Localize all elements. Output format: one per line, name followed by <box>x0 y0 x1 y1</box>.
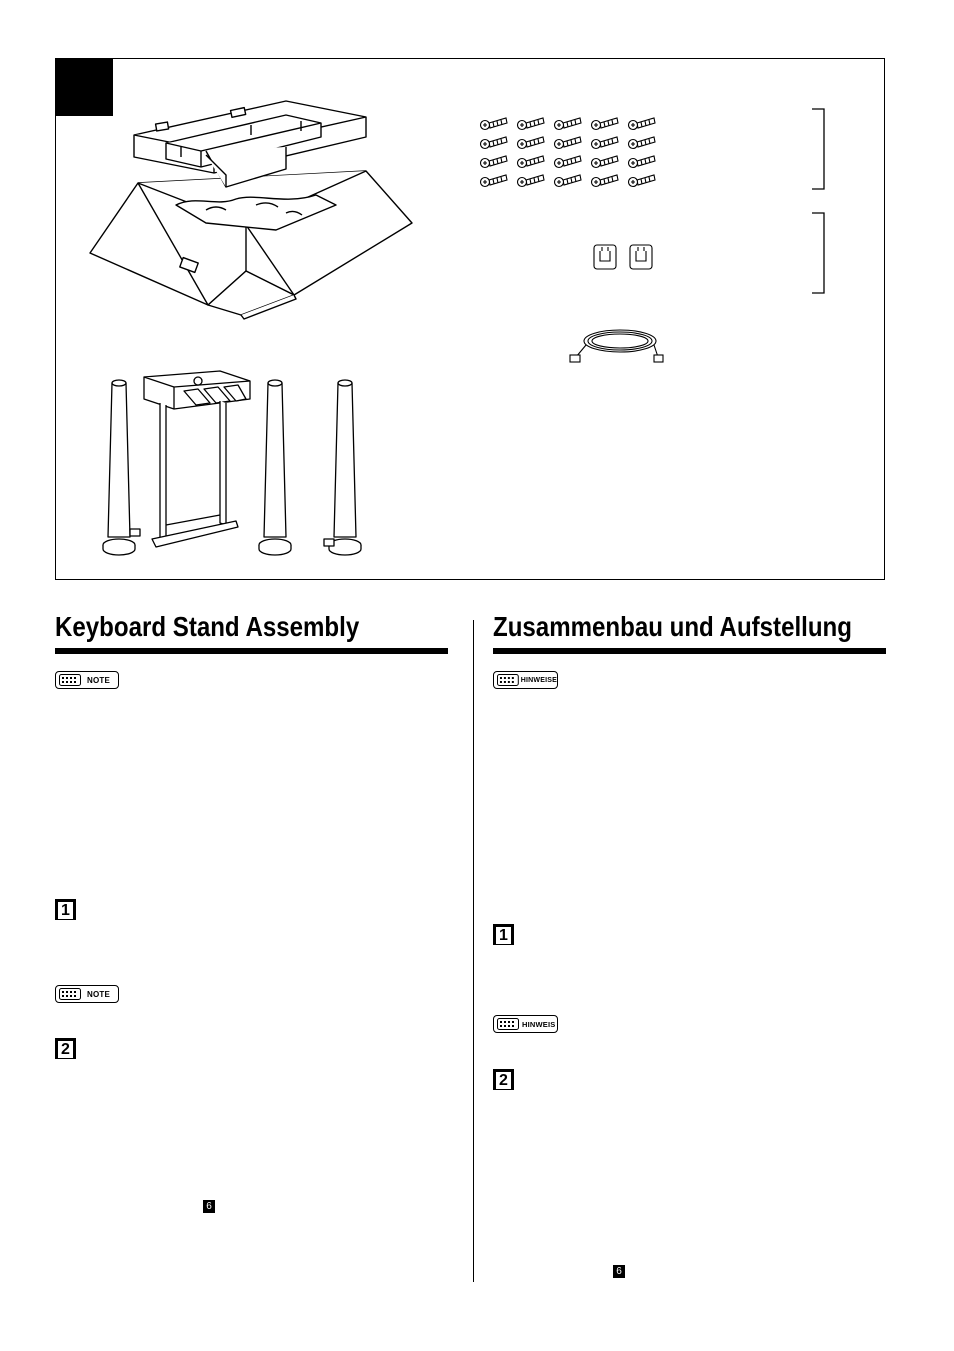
screw-icon <box>481 137 508 149</box>
screw-icon <box>555 156 582 168</box>
screw-icon <box>481 118 508 130</box>
screw-icon <box>481 156 508 168</box>
english-note-badge-2 <box>55 985 119 1003</box>
english-step-1: 1 <box>55 899 76 920</box>
note-icon <box>497 674 519 686</box>
english-step-2: 2 <box>55 1038 76 1059</box>
screw-icon <box>518 156 545 168</box>
screw-icon <box>555 175 582 187</box>
note-label: NOTE <box>87 989 111 999</box>
note-label: HINWEISE <box>520 676 557 684</box>
screw-icon <box>518 137 545 149</box>
screw-icon <box>592 175 619 187</box>
screw-icon <box>629 156 656 168</box>
stand-parts-illustration <box>100 369 370 569</box>
german-step-2: 2 <box>493 1069 514 1090</box>
german-heading-rule <box>493 648 886 654</box>
bracket-screws <box>810 107 830 191</box>
english-heading-rule <box>55 648 448 654</box>
screws-illustration <box>476 111 666 191</box>
note-icon <box>59 674 81 686</box>
screw-icon <box>555 118 582 130</box>
german-figure-ref: 6 <box>613 1265 625 1278</box>
screw-icon <box>481 175 508 187</box>
german-note-badge-1 <box>493 671 558 689</box>
screw-icon <box>629 175 656 187</box>
note-icon <box>59 988 81 1000</box>
note-label: HINWEIS <box>522 1019 556 1029</box>
bracket-cord-holders <box>810 211 830 295</box>
package-box-illustration <box>86 95 416 320</box>
cord-holders-illustration <box>592 243 662 273</box>
german-step-1: 1 <box>493 924 514 945</box>
screw-icon <box>518 175 545 187</box>
screw-icon <box>518 118 545 130</box>
note-icon <box>497 1018 519 1030</box>
english-note-badge-1 <box>55 671 119 689</box>
screw-icon <box>555 137 582 149</box>
parts-figure <box>55 58 885 580</box>
screw-icon <box>629 118 656 130</box>
german-heading: Zusammenbau und Aufstellung <box>493 611 852 642</box>
screw-icon <box>592 156 619 168</box>
screw-icon <box>592 118 619 130</box>
screw-icon <box>592 137 619 149</box>
english-figure-ref: 6 <box>203 1200 215 1213</box>
note-label: NOTE <box>87 675 111 685</box>
german-note-badge-2 <box>493 1015 558 1033</box>
english-heading: Keyboard Stand Assembly <box>55 611 360 642</box>
column-divider <box>473 620 474 1282</box>
power-cord-illustration <box>568 319 664 367</box>
screw-icon <box>629 137 656 149</box>
